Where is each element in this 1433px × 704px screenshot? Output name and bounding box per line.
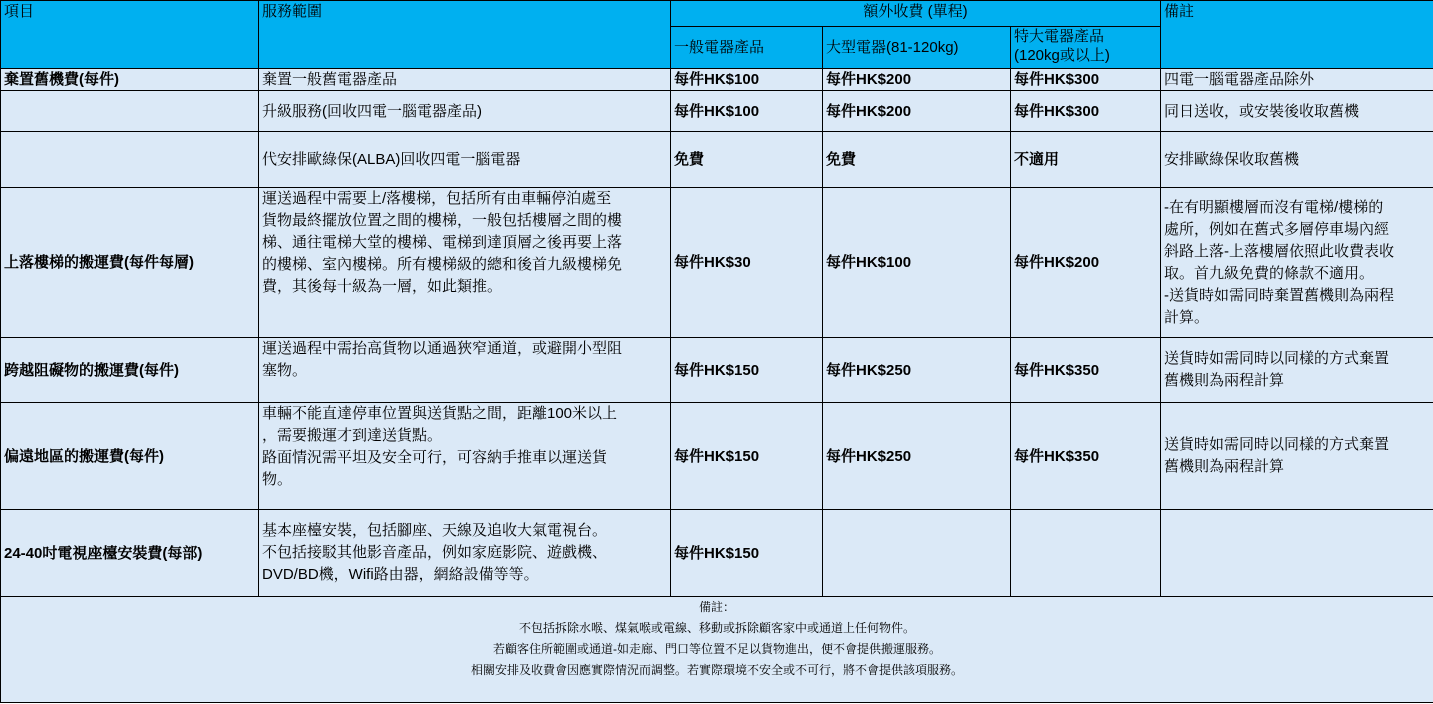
footer-line: 相關安排及收費會因應實際情況而調整。若實際環境不安全或不可行，將不會提供該項服務。 <box>471 663 964 677</box>
general-fee-cell: 每件HK$150 <box>671 510 823 597</box>
header-row <box>1 1 1433 27</box>
general-fee-cell: 每件HK$100 <box>671 91 823 132</box>
table-row <box>1 188 1433 338</box>
footer-title: 備註： <box>699 600 736 614</box>
general-fee-cell: 每件HK$150 <box>671 403 823 510</box>
general-fee-cell: 免費 <box>671 132 823 188</box>
extra-large-fee-cell: 每件HK$300 <box>1011 69 1161 91</box>
extra-large-fee-cell <box>1011 510 1161 597</box>
table-row <box>1 132 1433 188</box>
item-cell <box>1 132 259 188</box>
header-extra-large: 特大電器產品 (120kg或以上) <box>1011 27 1161 69</box>
remarks-cell: -在有明顯樓層而沒有電梯/樓梯的 處所，例如在舊式多層停車場內經 斜路上落-上落樓層依照此收費表收 取。首九級免費的條款不適用。 -送貨時如需同時棄置舊機則為兩程 計算。 <box>1161 188 1433 338</box>
table-row <box>1 510 1433 597</box>
extra-large-fee-cell: 每件HK$350 <box>1011 338 1161 403</box>
item-cell: 棄置舊機費(每件) <box>1 69 259 91</box>
header-remarks: 備註 <box>1161 1 1433 69</box>
header-item: 項目 <box>1 1 259 69</box>
scope-cell: 升級服務(回收四電一腦電器產品) <box>259 91 671 132</box>
scope-cell: 基本座檯安裝，包括腳座、天線及追收大氣電視台。 不包括接駁其他影音產品，例如家庭影院、遊戲機、 DVD/BD機，Wifi路由器，網絡設備等等。 <box>259 510 671 597</box>
remarks-cell: 送貨時如需同時以同樣的方式棄置 舊機則為兩程計算 <box>1161 338 1433 403</box>
header-scope: 服務範圍 <box>259 1 671 69</box>
item-cell: 偏遠地區的搬運費(每件) <box>1 403 259 510</box>
item-cell: 24-40吋電視座檯安裝費(每部) <box>1 510 259 597</box>
table-row <box>1 91 1433 132</box>
scope-cell: 代安排歐綠保(ALBA)回收四電一腦電器 <box>259 132 671 188</box>
footer-notes <box>1 597 1433 703</box>
footer-line: 若顧客住所範圍或通道-如走廊、門口等位置不足以貨物進出，便不會提供搬運服務。 <box>493 642 942 656</box>
large-fee-cell: 每件HK$200 <box>823 91 1011 132</box>
table-row <box>1 338 1433 403</box>
scope-cell: 車輛不能直達停車位置與送貨點之間，距離100米以上 ，需要搬運才到達送貨點。 路面情況需平坦及安全可行，可容納手推車以運送貨 物。 <box>259 403 671 510</box>
large-fee-cell: 每件HK$200 <box>823 69 1011 91</box>
remarks-cell: 送貨時如需同時以同樣的方式棄置 舊機則為兩程計算 <box>1161 403 1433 510</box>
large-fee-cell: 每件HK$250 <box>823 338 1011 403</box>
general-fee-cell: 每件HK$100 <box>671 69 823 91</box>
large-fee-cell: 每件HK$100 <box>823 188 1011 338</box>
general-fee-cell: 每件HK$30 <box>671 188 823 338</box>
item-cell: 跨越阻礙物的搬運費(每件) <box>1 338 259 403</box>
table-row <box>1 403 1433 510</box>
header-large: 大型電器(81-120kg) <box>823 27 1011 69</box>
footer-line: 不包括拆除水喉、煤氣喉或電線、移動或拆除顧客家中或通道上任何物件。 <box>519 621 916 635</box>
large-fee-cell: 每件HK$250 <box>823 403 1011 510</box>
item-cell: 上落樓梯的搬運費(每件每層) <box>1 188 259 338</box>
remarks-cell: 安排歐綠保收取舊機 <box>1161 132 1433 188</box>
scope-cell: 運送過程中需抬高貨物以通過狹窄通道，或避開小型阻 塞物。 <box>259 338 671 403</box>
scope-cell: 運送過程中需要上/落樓梯，包括所有由車輛停泊處至 貨物最終擺放位置之間的樓梯，一般包括樓層之間的樓 梯、通往電梯大堂的樓梯、電梯到達頂層之後再要上落 的樓梯、室內樓梯。所有樓梯級的總和後首九級樓梯免 費，其後每十級為一層，如此類推。 <box>259 188 671 338</box>
large-fee-cell: 免費 <box>823 132 1011 188</box>
remarks-cell: 四電一腦電器產品除外 <box>1161 69 1433 91</box>
extra-large-fee-cell: 每件HK$200 <box>1011 188 1161 338</box>
scope-cell: 棄置一般舊電器產品 <box>259 69 671 91</box>
remarks-cell <box>1161 510 1433 597</box>
header-extra-charge: 額外收費 (單程) <box>671 1 1161 27</box>
general-fee-cell: 每件HK$150 <box>671 338 823 403</box>
large-fee-cell <box>823 510 1011 597</box>
header-general: 一般電器產品 <box>671 27 823 69</box>
extra-large-fee-cell: 每件HK$300 <box>1011 91 1161 132</box>
extra-large-fee-cell: 不適用 <box>1011 132 1161 188</box>
item-cell <box>1 91 259 132</box>
footer-row <box>1 597 1433 703</box>
remarks-cell: 同日送收，或安裝後收取舊機 <box>1161 91 1433 132</box>
extra-large-fee-cell: 每件HK$350 <box>1011 403 1161 510</box>
table-row <box>1 69 1433 91</box>
